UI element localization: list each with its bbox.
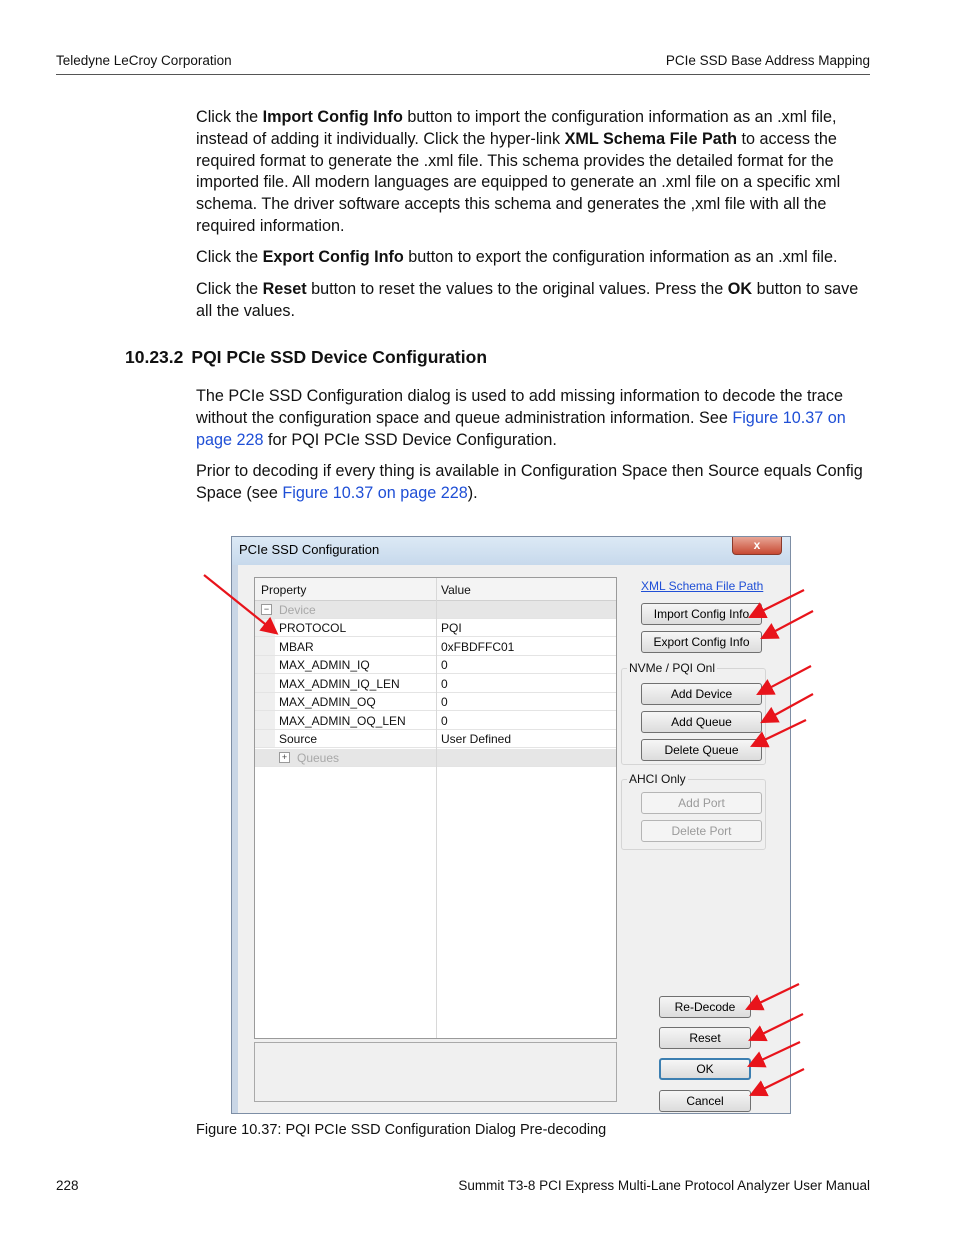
add-device-button[interactable]: Add Device (641, 683, 762, 705)
pcie-ssd-configuration-dialog (231, 536, 791, 1114)
close-icon: x (753, 538, 761, 552)
window-edge (232, 565, 238, 1114)
property-grid[interactable] (254, 577, 617, 1039)
export-config-button[interactable]: Export Config Info (641, 631, 762, 653)
redecode-button[interactable]: Re-Decode (659, 996, 751, 1018)
delete-port-button[interactable]: Delete Port (641, 820, 762, 842)
collapse-icon[interactable]: − (261, 604, 272, 615)
ok-button[interactable]: OK (659, 1058, 751, 1080)
grid-row[interactable]: MAX_ADMIN_IQ_LEN 0 (255, 675, 616, 693)
category-queues[interactable]: + Queues (255, 749, 616, 767)
cancel-button[interactable]: Cancel (659, 1090, 751, 1112)
import-config-button[interactable]: Import Config Info (641, 603, 762, 625)
header-company: Teledyne LeCroy Corporation (56, 53, 232, 68)
paragraph-export: Click the Export Config Info button to export the configuration information as an .xml file. (196, 248, 838, 266)
paragraph-import: Click the Import Config Info button to import the configuration information as an .xml file, instead of adding it individually. Click the hyper-link XML Schema File Path to access the required format to generate the .xml file. This schema provides the detailed format for the imported file. All modern languages are equipped to generate an .xml file on a specific xml schema. The driver software accepts this schema and generates the ,xml file with all the required information. (196, 108, 841, 235)
section-title: PQI PCIe SSD Device Configuration (191, 347, 488, 367)
close-button[interactable] (732, 537, 782, 555)
grid-row[interactable]: Source User Defined (255, 730, 616, 748)
grid-row[interactable]: MAX_ADMIN_OQ_LEN 0 (255, 712, 616, 730)
grid-row[interactable]: PROTOCOL PQI (255, 619, 616, 637)
expand-icon[interactable]: + (279, 752, 290, 763)
dialog-titlebar[interactable] (232, 537, 790, 565)
grid-row[interactable]: MAX_ADMIN_IQ 0 (255, 656, 616, 674)
nvme-group-label: NVMe / PQI Onl (629, 661, 716, 675)
add-port-button[interactable]: Add Port (641, 792, 762, 814)
delete-queue-button[interactable]: Delete Queue (641, 739, 762, 761)
figure-link[interactable]: Figure 10.37 on page 228 (282, 483, 468, 502)
footer-manual-title: Summit T3-8 PCI Express Multi-Lane Protocol Analyzer User Manual (458, 1178, 870, 1193)
category-device[interactable]: − Device (255, 601, 616, 619)
header-rule (56, 74, 870, 75)
add-queue-button[interactable]: Add Queue (641, 711, 762, 733)
xml-schema-link[interactable]: XML Schema File Path (641, 579, 764, 593)
paragraph-reset: Click the Reset button to reset the values to the original values. Press the OK button to save all the values. (196, 280, 859, 320)
column-header-value[interactable]: Value (441, 583, 471, 597)
figure-link[interactable]: Figure 10.37 on page 228 (196, 408, 846, 449)
paragraph-dialog-intro: The PCIe SSD Configuration dialog is used to add missing information to decode the trace without the configuration space and queue administration information. See Figure 10.37 on page 228 for PQI PCIe SSD Device Configuration. (196, 387, 846, 449)
figure-caption: Figure 10.37: PQI PCIe SSD Configuration Dialog Pre-decoding (196, 1122, 607, 1138)
section-number: 10.23.2 (125, 347, 184, 367)
grid-row[interactable]: MAX_ADMIN_OQ 0 (255, 693, 616, 711)
description-panel (254, 1042, 617, 1102)
section-heading (125, 347, 487, 368)
page-number: 228 (56, 1178, 79, 1193)
column-divider[interactable] (436, 578, 437, 1038)
ahci-group-label: AHCI Only (629, 772, 686, 786)
header-section-title: PCIe SSD Base Address Mapping (665, 53, 870, 68)
grid-row[interactable]: MBAR 0xFBDFFC01 (255, 638, 616, 656)
paragraph-source: Prior to decoding if every thing is available in Configuration Space then Source equals Config Space (see Figure 10.37 on page 228). (196, 462, 863, 502)
dialog-title: PCIe SSD Configuration (239, 542, 380, 557)
reset-button[interactable]: Reset (659, 1027, 751, 1049)
column-header-property[interactable]: Property (261, 583, 307, 597)
